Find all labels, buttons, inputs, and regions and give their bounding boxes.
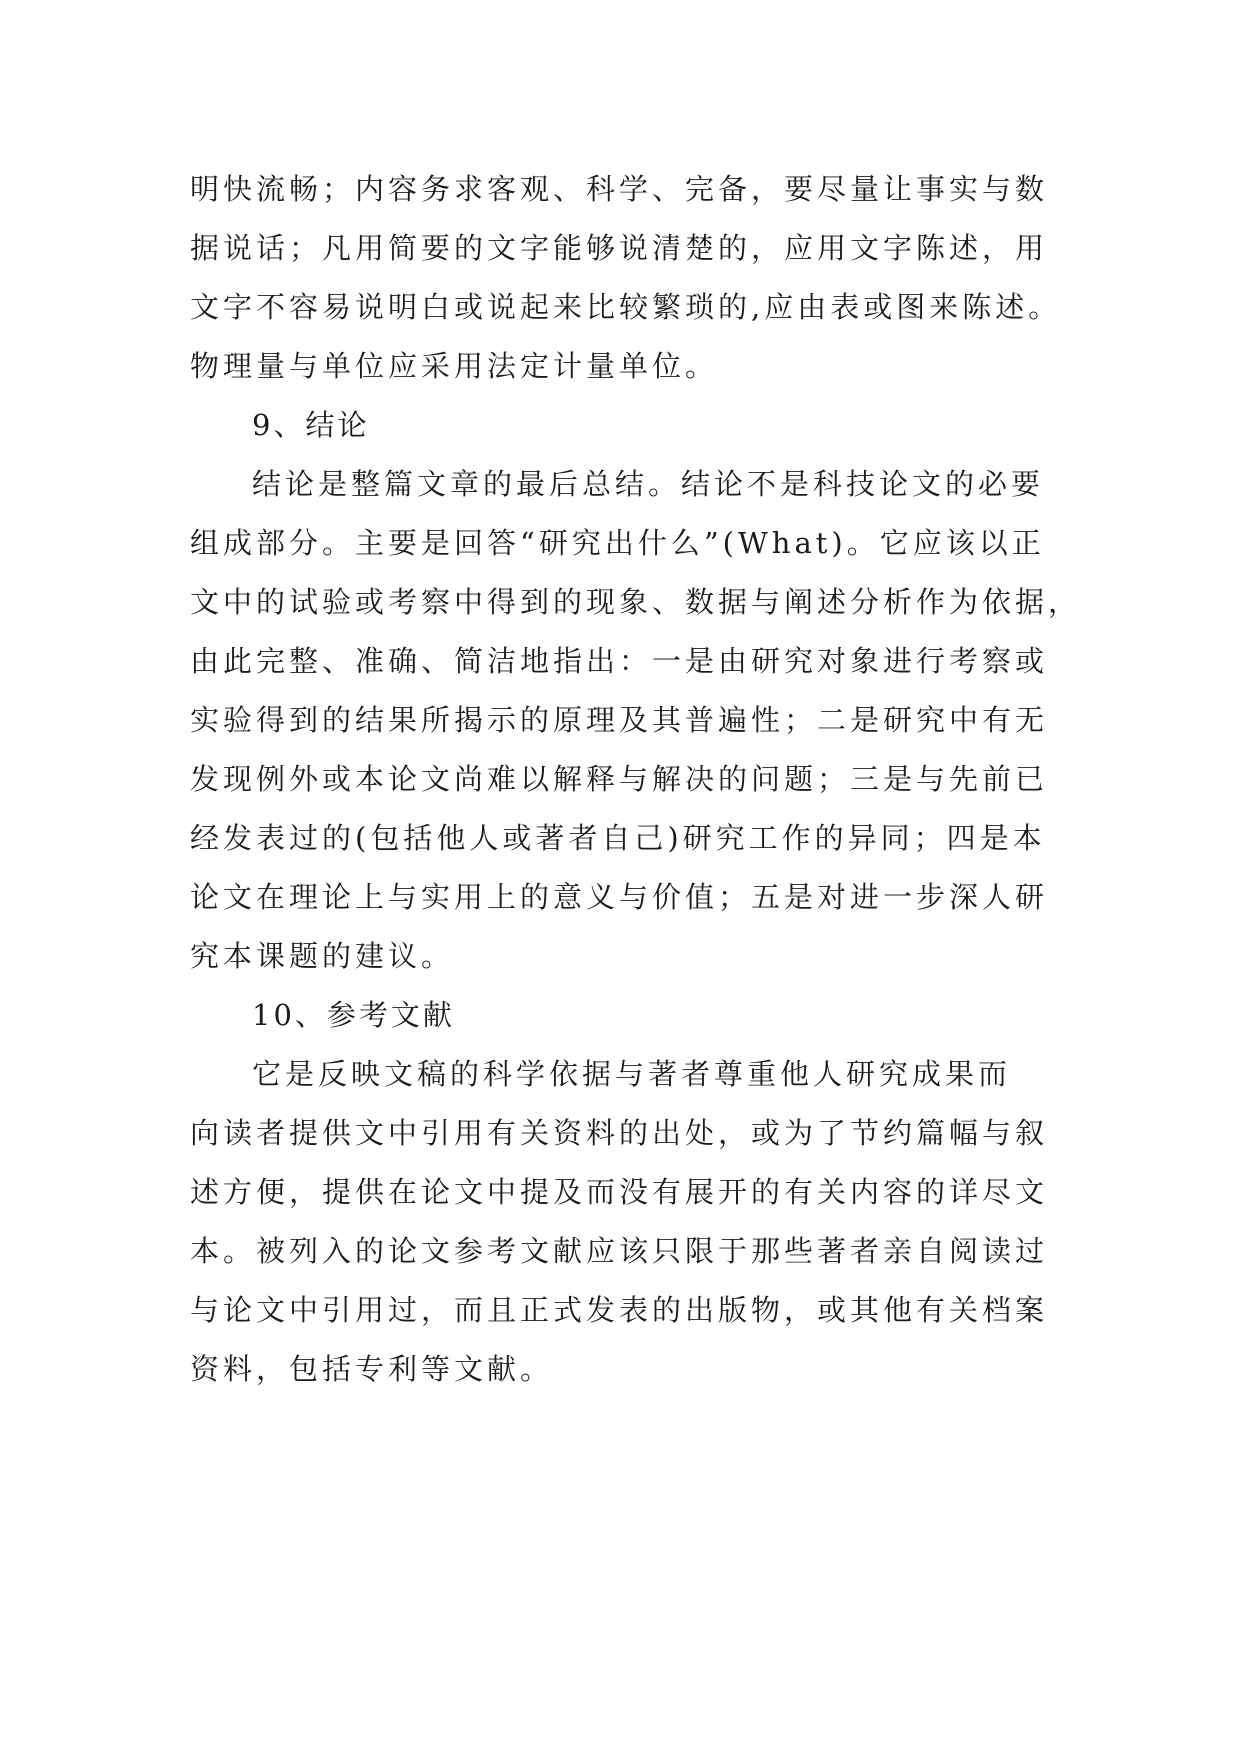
paragraph-line: 向读者提供文中引用有关资料的出处，或为了节约篇幅与叙 — [190, 1116, 1049, 1150]
paragraph-line: 文字不容易说明白或说起来比较繁琐的,应由表或图来陈述。 — [190, 290, 1062, 324]
paragraph-line: 经发表过的(包括他人或著者自己)研究工作的异同；四是本 — [190, 821, 1046, 855]
paragraph-line: 究本课题的建议。 — [190, 939, 455, 973]
paragraph-line: 由此完整、准确、简洁地指出：一是由研究对象进行考察或 — [190, 644, 1049, 678]
paragraph-line: 资料，包括专利等文献。 — [190, 1352, 554, 1386]
paragraph-line: 它是反映文稿的科学依据与著者尊重他人研究成果而 — [252, 1057, 1012, 1091]
paragraph-line: 文中的试验或考察中得到的现象、数据与阐述分析作为依据， — [190, 585, 1082, 619]
paragraph-line: 本。被列入的论文参考文献应该只限于那些著者亲自阅读过 — [190, 1234, 1049, 1268]
paragraph-line: 与论文中引用过，而且正式发表的出版物，或其他有关档案 — [190, 1293, 1049, 1327]
document-body — [190, 160, 1090, 1399]
section-heading: 9、结论 — [252, 408, 370, 442]
paragraph-line: 据说话；凡用简要的文字能够说清楚的，应用文字陈述，用 — [190, 231, 1049, 265]
section-10-references — [190, 986, 1090, 1399]
paragraph-line: 结论是整篇文章的最后总结。结论不是科技论文的必要 — [252, 467, 1045, 501]
paragraph-line: 明快流畅；内容务求客观、科学、完备，要尽量让事实与数 — [190, 172, 1049, 206]
section-9-conclusion — [190, 396, 1090, 986]
paragraph-line: 发现例外或本论文尚难以解释与解决的问题；三是与先前已 — [190, 762, 1049, 796]
paragraph-line: 组成部分。主要是回答“研究出什么”(What)。它应该以正 — [190, 526, 1045, 560]
paragraph-line: 论文在理论上与实用上的意义与价值；五是对进一步深人研 — [190, 880, 1049, 914]
paragraph-line: 实验得到的结果所揭示的原理及其普遍性；二是研究中有无 — [190, 703, 1049, 737]
section-8-tail — [190, 160, 1090, 396]
section-heading: 10、参考文献 — [252, 998, 455, 1032]
paragraph-line: 物理量与单位应采用法定计量单位。 — [190, 349, 719, 383]
paragraph-line: 述方便，提供在论文中提及而没有展开的有关内容的详尽文 — [190, 1175, 1049, 1209]
